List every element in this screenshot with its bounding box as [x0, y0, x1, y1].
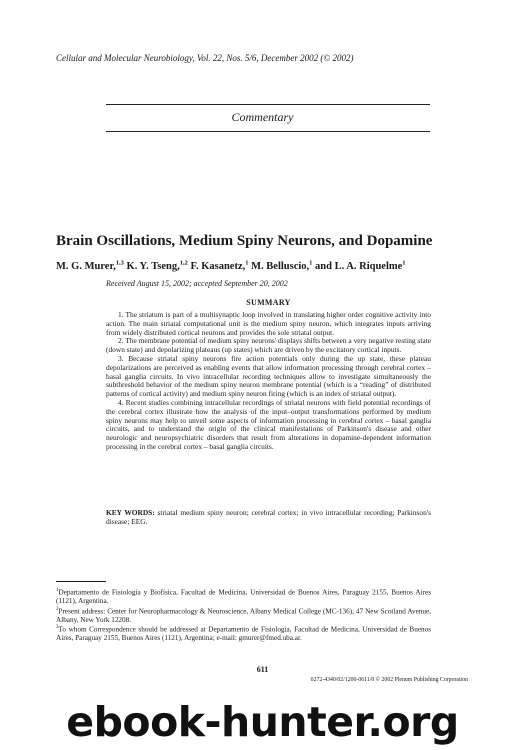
author: F. Kasanetz,$^1$: [190, 259, 249, 272]
article-title: Brain Oscillations, Medium Spiny Neurons, and Dopamine: [56, 233, 433, 249]
section-label: Commentary: [231, 110, 294, 124]
watermark-text: ebook-hunter.org: [66, 698, 459, 746]
author-list: [56, 259, 406, 272]
author: M. G. Murer,$^{1,3}$: [56, 259, 124, 272]
journal-citation: Cellular and Molecular Neurobiology, Vol. 22, Nos. 5/6, December 2002 (© 2002): [56, 53, 354, 63]
page-number: 611: [256, 665, 269, 674]
received-dates: Received August 15, 2002; accepted September 20, 2002: [106, 279, 288, 288]
top-rule: [106, 104, 430, 105]
summary-paragraph: 3. Because striatal spiny neurons fire action potentials only during the up state, these plateau depolarizations are perceived as enabling events that allow information processing through cerebral cortex – basal ganglia circuits. In vivo intracellular recording techniques allow to investigate simultaneously the subthreshold behavior of the medium spiny neuron membrane potential (which is a “reading” of distributed patterns of cortical activity) and medium spiny neuron firing (which is an index of striatal output).: [106, 353, 431, 399]
summary-paragraph: 2. The membrane potential of medium spiny neurons' displays shifts between a very negative resting state (down state) and depolarizing plateaus (up states) which are driven by the excitatory cortical inputs.: [106, 336, 431, 355]
footnote-rule: [56, 581, 106, 582]
footnote: $^3$To whom Correspondence should be addressed at Departamento de Fisiología, Facultad de Medicina, Universidad de Buenos Aires, Paraguay 2155, Buenos Aires (1121), Argentina; e-mail: gmurer@fmed.uba.ar.: [56, 625, 431, 643]
summary-heading: SUMMARY: [246, 298, 291, 307]
copyright-line: 0272-4340/02/1200-0611/0 © 2002 Plenum Publishing Corporation: [310, 677, 468, 683]
author: M. Belluscio,$^1$: [251, 259, 313, 272]
summary-paragraph: 1. The striatum is part of a multisynaptic loop involved in translating higher order cognitive activity into action. The main striatal computational unit is the medium spiny neuron, which integrates inputs arriving from widely distributed cortical neurons and provides the sole striatal output.: [106, 310, 431, 337]
section-rule: [106, 131, 430, 132]
keywords-label: KEY WORDS:: [106, 508, 155, 517]
author: K. Y. Tseng,$^{1,2}$: [126, 259, 188, 272]
footnote: $^1$Departamento de Fisiología y Biofísica, Facultad de Medicina, Universidad de Buenos Aires, Paraguay 2155, Buenos Aires (1121), Argentina.: [56, 588, 431, 605]
summary-body: [106, 311, 431, 452]
author: and L. A. Riquelme$^1$: [315, 259, 406, 272]
footnote: $^2$Present address: Center for Neuropharmacology & Neuroscience, Albany Medical College (MC-136), 47 New Scotland Avenue, Albany, New York 12208.: [56, 606, 431, 624]
keywords-text: striatal medium spiny neuron; cerebral cortex; in vivo intracellular recording; Parkinson's disease; EEG.: [106, 508, 431, 526]
keywords: [106, 509, 431, 527]
summary-paragraph: 4. Recent studies combining intracellular recordings of striatal neurons with field potential recordings of the cerebral cortex illustrate how the analysis of the input–output transformations performed by medium spiny neurons may help to unveil some aspects of information processing in cerebral cortex – basal ganglia circuits, and to understand the origin of the clinical manifestations of Parkinson's disease and other neurologic and neuropsychiatric disorders that result from alterations in dopamine-dependent information processing in the cerebral cortex – basal ganglia circuits.: [106, 397, 431, 451]
footnotes: [56, 587, 431, 643]
